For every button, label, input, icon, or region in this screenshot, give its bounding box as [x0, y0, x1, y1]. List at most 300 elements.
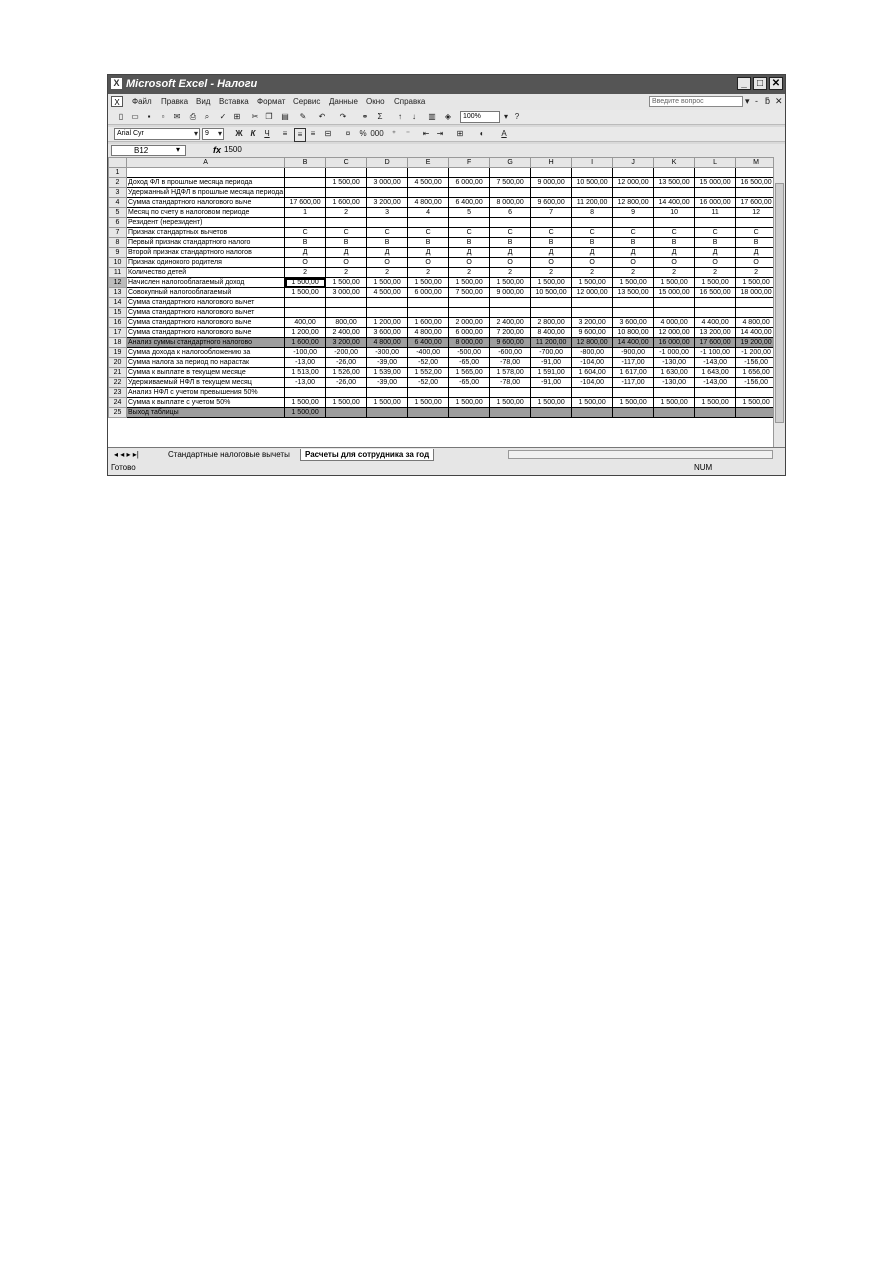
data-cell[interactable]: 6 000,00 [449, 178, 490, 188]
row-label-cell[interactable]: Резидент (нерезидент) [127, 218, 285, 228]
data-cell[interactable]: 10 [654, 208, 695, 218]
data-cell[interactable]: -500,00 [449, 348, 490, 358]
data-cell[interactable]: 1 500,00 [490, 398, 531, 408]
increase-indent-icon[interactable]: ⇥ [436, 129, 444, 138]
data-cell[interactable]: 1 513,00 [285, 368, 326, 378]
spelling-icon[interactable]: ✓ [219, 112, 227, 121]
data-cell[interactable]: 1 500,00 [285, 278, 326, 288]
data-cell[interactable] [531, 308, 572, 318]
data-cell[interactable]: В [326, 238, 367, 248]
data-cell[interactable]: 1 500,00 [695, 278, 736, 288]
doc-minimize-button[interactable]: - [755, 96, 758, 106]
data-cell[interactable]: С [654, 228, 695, 238]
data-cell[interactable]: С [367, 228, 408, 238]
data-cell[interactable]: С [531, 228, 572, 238]
column-header[interactable]: G [490, 158, 531, 168]
data-cell[interactable]: 1 600,00 [326, 198, 367, 208]
data-cell[interactable]: 2 000,00 [449, 318, 490, 328]
data-cell[interactable]: О [449, 258, 490, 268]
data-cell[interactable]: 8 000,00 [449, 338, 490, 348]
data-cell[interactable] [490, 308, 531, 318]
row-label-cell[interactable]: Признак стандартных вычетов [127, 228, 285, 238]
data-cell[interactable] [736, 308, 777, 318]
font-color-icon[interactable]: A [501, 129, 507, 138]
data-cell[interactable]: В [531, 238, 572, 248]
worksheet-grid[interactable] [108, 157, 785, 447]
data-cell[interactable]: 1 500,00 [654, 278, 695, 288]
data-cell[interactable]: -78,00 [490, 358, 531, 368]
data-cell[interactable]: В [572, 238, 613, 248]
data-cell[interactable]: О [408, 258, 449, 268]
row-label-cell[interactable]: Первый признак стандартного налого [127, 238, 285, 248]
column-header[interactable]: L [695, 158, 736, 168]
italic-button[interactable]: К [250, 129, 256, 138]
data-cell[interactable]: С [285, 228, 326, 238]
row-header[interactable]: 11 [109, 268, 127, 278]
data-cell[interactable] [695, 218, 736, 228]
chart-wizard-icon[interactable]: ▥ [428, 112, 436, 121]
data-cell[interactable]: 6 000,00 [408, 288, 449, 298]
data-cell[interactable] [449, 408, 490, 418]
data-cell[interactable]: 2 [285, 268, 326, 278]
row-header[interactable]: 20 [109, 358, 127, 368]
data-cell[interactable]: Д [367, 248, 408, 258]
data-cell[interactable]: -143,00 [695, 358, 736, 368]
data-cell[interactable]: -39,00 [367, 378, 408, 388]
align-left-icon[interactable]: ≡ [282, 129, 288, 138]
font-size-select[interactable]: 9 [202, 128, 224, 140]
data-cell[interactable]: 13 500,00 [654, 178, 695, 188]
data-cell[interactable]: 1 [285, 208, 326, 218]
data-cell[interactable]: Д [695, 248, 736, 258]
data-cell[interactable]: В [408, 238, 449, 248]
data-cell[interactable] [613, 168, 654, 178]
data-cell[interactable]: -52,00 [408, 378, 449, 388]
data-cell[interactable] [285, 168, 326, 178]
data-cell[interactable]: 16 500,00 [736, 178, 777, 188]
data-cell[interactable]: 4 800,00 [408, 198, 449, 208]
data-cell[interactable]: 1 200,00 [367, 318, 408, 328]
data-cell[interactable] [695, 308, 736, 318]
data-cell[interactable] [367, 388, 408, 398]
data-cell[interactable]: 2 [326, 268, 367, 278]
data-cell[interactable]: 14 400,00 [736, 328, 777, 338]
data-cell[interactable]: 1 578,00 [490, 368, 531, 378]
cut-icon[interactable]: ✂ [251, 112, 259, 121]
data-cell[interactable] [695, 408, 736, 418]
bold-button[interactable]: Ж [235, 129, 243, 138]
row-header[interactable]: 6 [109, 218, 127, 228]
row-header[interactable]: 22 [109, 378, 127, 388]
data-cell[interactable]: 9 600,00 [531, 198, 572, 208]
data-cell[interactable]: 2 [695, 268, 736, 278]
data-cell[interactable] [449, 188, 490, 198]
help-icon[interactable]: ? [514, 112, 520, 121]
data-cell[interactable] [490, 408, 531, 418]
data-cell[interactable]: 4 800,00 [408, 328, 449, 338]
data-cell[interactable]: 1 500,00 [326, 398, 367, 408]
print-preview-icon[interactable]: ⌕ [204, 112, 210, 121]
data-cell[interactable]: -13,00 [285, 358, 326, 368]
increase-decimal-icon[interactable]: ⁺ [391, 129, 397, 138]
data-cell[interactable]: 2 800,00 [531, 318, 572, 328]
data-cell[interactable]: 11 [695, 208, 736, 218]
data-cell[interactable] [654, 298, 695, 308]
data-cell[interactable] [572, 218, 613, 228]
data-cell[interactable]: 2 [736, 268, 777, 278]
data-cell[interactable]: Д [613, 248, 654, 258]
data-cell[interactable]: 16 000,00 [654, 338, 695, 348]
data-cell[interactable] [531, 188, 572, 198]
row-label-cell[interactable]: Совокупный налогооблагаемый [127, 288, 285, 298]
data-cell[interactable]: 1 500,00 [736, 398, 777, 408]
column-header[interactable]: E [408, 158, 449, 168]
row-label-cell[interactable]: Анализ суммы стандартного налогово [127, 338, 285, 348]
fill-color-icon[interactable]: ◐ [479, 129, 485, 138]
data-cell[interactable]: -52,00 [408, 358, 449, 368]
data-cell[interactable]: -156,00 [736, 358, 777, 368]
align-center-icon[interactable]: ≡ [294, 128, 306, 142]
data-cell[interactable]: -130,00 [654, 358, 695, 368]
open-icon[interactable]: ▭ [131, 112, 139, 121]
data-cell[interactable]: -1 200,00 [736, 348, 777, 358]
data-cell[interactable]: -91,00 [531, 378, 572, 388]
data-cell[interactable] [490, 388, 531, 398]
data-cell[interactable] [285, 178, 326, 188]
data-cell[interactable]: -39,00 [367, 358, 408, 368]
data-cell[interactable]: О [736, 258, 777, 268]
data-cell[interactable]: 1 643,00 [695, 368, 736, 378]
data-cell[interactable] [490, 298, 531, 308]
maximize-button[interactable]: □ [753, 77, 767, 90]
data-cell[interactable]: Д [408, 248, 449, 258]
data-cell[interactable] [736, 168, 777, 178]
data-cell[interactable]: О [490, 258, 531, 268]
data-cell[interactable]: 1 500,00 [326, 178, 367, 188]
data-cell[interactable]: 4 400,00 [695, 318, 736, 328]
row-header[interactable]: 23 [109, 388, 127, 398]
data-cell[interactable] [449, 308, 490, 318]
data-cell[interactable] [613, 298, 654, 308]
menu-help[interactable]: Справка [394, 97, 426, 106]
align-right-icon[interactable]: ≡ [310, 129, 316, 138]
row-label-cell[interactable]: Сумма стандартного налогового выче [127, 318, 285, 328]
data-cell[interactable] [654, 388, 695, 398]
data-cell[interactable]: 7 500,00 [449, 288, 490, 298]
row-label-cell[interactable]: Анализ НФЛ с учетом превышения 50% [127, 388, 285, 398]
row-header[interactable]: 10 [109, 258, 127, 268]
merge-center-icon[interactable]: ⊟ [324, 129, 332, 138]
data-cell[interactable]: 1 500,00 [613, 398, 654, 408]
data-cell[interactable] [326, 408, 367, 418]
data-cell[interactable]: В [490, 238, 531, 248]
row-header[interactable]: 3 [109, 188, 127, 198]
doc-close-button[interactable]: ✕ [775, 96, 783, 106]
vertical-scrollbar[interactable] [773, 157, 785, 447]
data-cell[interactable]: О [572, 258, 613, 268]
font-dropdown-icon[interactable]: ▾ [193, 129, 198, 138]
data-cell[interactable] [613, 188, 654, 198]
data-cell[interactable]: 1 500,00 [449, 278, 490, 288]
data-cell[interactable]: -600,00 [490, 348, 531, 358]
data-cell[interactable]: 1 604,00 [572, 368, 613, 378]
data-cell[interactable]: 16 000,00 [695, 198, 736, 208]
data-cell[interactable]: 400,00 [285, 318, 326, 328]
data-cell[interactable] [531, 298, 572, 308]
data-cell[interactable]: С [736, 228, 777, 238]
data-cell[interactable]: -65,00 [449, 378, 490, 388]
data-cell[interactable] [367, 308, 408, 318]
data-cell[interactable]: 10 500,00 [572, 178, 613, 188]
data-cell[interactable] [367, 218, 408, 228]
data-cell[interactable]: Д [736, 248, 777, 258]
data-cell[interactable] [736, 218, 777, 228]
data-cell[interactable]: -1 000,00 [654, 348, 695, 358]
data-cell[interactable]: -800,00 [572, 348, 613, 358]
data-cell[interactable]: О [531, 258, 572, 268]
data-cell[interactable] [572, 388, 613, 398]
data-cell[interactable]: 10 500,00 [531, 288, 572, 298]
row-header[interactable]: 13 [109, 288, 127, 298]
data-cell[interactable]: 14 400,00 [613, 338, 654, 348]
row-label-cell[interactable]: Доход ФЛ в прошлые месяца периода [127, 178, 285, 188]
print-icon[interactable]: ⎙ [189, 112, 197, 121]
data-cell[interactable]: 9 000,00 [531, 178, 572, 188]
data-cell[interactable]: 6 400,00 [408, 338, 449, 348]
data-cell[interactable]: О [654, 258, 695, 268]
data-cell[interactable]: 6 000,00 [449, 328, 490, 338]
name-box[interactable]: B12 [111, 145, 186, 156]
row-label-cell[interactable]: Начислен налогооблагаемый доход [127, 278, 285, 288]
data-cell[interactable]: 1 500,00 [285, 408, 326, 418]
row-label-cell[interactable]: Выход таблицы [127, 408, 285, 418]
data-cell[interactable] [408, 388, 449, 398]
column-header[interactable]: B [285, 158, 326, 168]
data-cell[interactable]: 1 565,00 [449, 368, 490, 378]
data-cell[interactable]: 15 000,00 [695, 178, 736, 188]
data-cell[interactable]: 1 500,00 [736, 278, 777, 288]
autosum-icon[interactable]: Σ [377, 112, 383, 121]
help-search-input[interactable]: Введите вопрос [649, 96, 743, 107]
data-cell[interactable]: О [285, 258, 326, 268]
data-cell[interactable]: С [408, 228, 449, 238]
data-cell[interactable]: В [613, 238, 654, 248]
data-cell[interactable] [736, 188, 777, 198]
row-label-cell[interactable]: Сумма к выплате с учетом 50% [127, 398, 285, 408]
data-cell[interactable]: -78,00 [490, 378, 531, 388]
currency-icon[interactable]: ¤ [345, 129, 351, 138]
data-cell[interactable]: -117,00 [613, 358, 654, 368]
data-cell[interactable]: 1 500,00 [326, 278, 367, 288]
data-cell[interactable]: 4 500,00 [408, 178, 449, 188]
data-cell[interactable]: О [695, 258, 736, 268]
data-cell[interactable]: В [736, 238, 777, 248]
column-header[interactable]: M [736, 158, 777, 168]
data-cell[interactable]: 2 [408, 268, 449, 278]
data-cell[interactable] [613, 388, 654, 398]
data-cell[interactable]: 1 500,00 [408, 398, 449, 408]
data-cell[interactable]: -900,00 [613, 348, 654, 358]
data-cell[interactable] [531, 408, 572, 418]
data-cell[interactable]: -104,00 [572, 358, 613, 368]
data-cell[interactable] [285, 218, 326, 228]
data-cell[interactable]: 9 600,00 [490, 338, 531, 348]
data-cell[interactable]: О [326, 258, 367, 268]
data-cell[interactable] [572, 298, 613, 308]
data-cell[interactable]: -300,00 [367, 348, 408, 358]
menu-window[interactable]: Окно [366, 97, 385, 106]
row-label-cell[interactable]: Месяц по счету в налоговом периоде [127, 208, 285, 218]
vertical-scroll-thumb[interactable] [775, 183, 784, 423]
data-cell[interactable]: 13 200,00 [695, 328, 736, 338]
data-cell[interactable]: -100,00 [285, 348, 326, 358]
data-cell[interactable]: 19 200,00 [736, 338, 777, 348]
data-cell[interactable]: 1 500,00 [531, 398, 572, 408]
data-cell[interactable] [695, 188, 736, 198]
data-cell[interactable] [695, 298, 736, 308]
column-header[interactable]: F [449, 158, 490, 168]
data-cell[interactable]: 3 [367, 208, 408, 218]
data-cell[interactable]: -104,00 [572, 378, 613, 388]
data-cell[interactable]: 17 600,00 [285, 198, 326, 208]
data-cell[interactable]: 8 000,00 [490, 198, 531, 208]
data-cell[interactable]: О [367, 258, 408, 268]
data-cell[interactable]: 6 400,00 [449, 198, 490, 208]
data-cell[interactable]: С [695, 228, 736, 238]
data-cell[interactable] [408, 298, 449, 308]
data-cell[interactable] [449, 168, 490, 178]
data-cell[interactable]: 14 400,00 [654, 198, 695, 208]
data-cell[interactable]: -26,00 [326, 378, 367, 388]
data-cell[interactable] [654, 218, 695, 228]
data-cell[interactable]: 1 500,00 [367, 278, 408, 288]
data-cell[interactable]: 3 600,00 [613, 318, 654, 328]
data-cell[interactable]: 1 600,00 [408, 318, 449, 328]
data-cell[interactable]: -117,00 [613, 378, 654, 388]
row-header[interactable]: 1 [109, 168, 127, 178]
row-header[interactable]: 16 [109, 318, 127, 328]
data-cell[interactable] [695, 168, 736, 178]
data-cell[interactable] [367, 168, 408, 178]
data-cell[interactable] [285, 308, 326, 318]
row-label-cell[interactable]: Сумма стандартного налогового вычет [127, 298, 285, 308]
data-cell[interactable]: -156,00 [736, 378, 777, 388]
data-cell[interactable]: -13,00 [285, 378, 326, 388]
column-header[interactable]: I [572, 158, 613, 168]
tab-nav-buttons[interactable]: ◂ ◂ ▸ ▸| [114, 450, 139, 459]
row-header[interactable]: 8 [109, 238, 127, 248]
hyperlink-icon[interactable]: ⚭ [361, 112, 369, 121]
data-cell[interactable] [736, 298, 777, 308]
data-cell[interactable] [654, 308, 695, 318]
data-cell[interactable]: 2 [367, 268, 408, 278]
help-dropdown-icon[interactable]: ▾ [745, 96, 750, 106]
format-painter-icon[interactable]: ✎ [299, 112, 307, 121]
horizontal-scrollbar[interactable] [508, 450, 773, 459]
data-cell[interactable]: 1 500,00 [572, 398, 613, 408]
data-cell[interactable]: 1 526,00 [326, 368, 367, 378]
data-cell[interactable]: 1 500,00 [695, 398, 736, 408]
insert-function-icon[interactable]: fx [213, 145, 222, 155]
redo-icon[interactable]: ↷ [339, 112, 347, 121]
data-cell[interactable]: Д [531, 248, 572, 258]
data-cell[interactable]: Д [449, 248, 490, 258]
data-cell[interactable]: Д [285, 248, 326, 258]
data-cell[interactable]: 17 600,00 [695, 338, 736, 348]
data-cell[interactable]: 2 [654, 268, 695, 278]
row-header[interactable]: 5 [109, 208, 127, 218]
percent-button[interactable]: % [359, 129, 367, 138]
data-cell[interactable]: 1 500,00 [285, 288, 326, 298]
data-cell[interactable] [285, 298, 326, 308]
data-cell[interactable]: 15 000,00 [654, 288, 695, 298]
row-label-cell[interactable]: Признак одинокого родителя [127, 258, 285, 268]
formula-input[interactable]: 1500 [224, 145, 242, 154]
data-cell[interactable]: С [449, 228, 490, 238]
data-cell[interactable]: 4 800,00 [367, 338, 408, 348]
data-cell[interactable]: 1 539,00 [367, 368, 408, 378]
data-cell[interactable]: С [613, 228, 654, 238]
doc-restore-button[interactable]: ƃ [765, 96, 771, 106]
menu-insert[interactable]: Вставка [219, 97, 249, 106]
menu-data[interactable]: Данные [329, 97, 358, 106]
row-label-cell[interactable]: Сумма стандартного налогового выче [127, 328, 285, 338]
data-cell[interactable]: 6 [490, 208, 531, 218]
data-cell[interactable]: -200,00 [326, 348, 367, 358]
underline-button[interactable]: Ч [264, 129, 270, 138]
row-label-cell[interactable]: Сумма налога за период по нарастак [127, 358, 285, 368]
data-cell[interactable]: 1 500,00 [449, 398, 490, 408]
data-cell[interactable]: 16 500,00 [695, 288, 736, 298]
data-cell[interactable]: 1 500,00 [285, 398, 326, 408]
name-box-dropdown-icon[interactable]: ▾ [176, 145, 181, 154]
data-cell[interactable]: 12 000,00 [654, 328, 695, 338]
data-cell[interactable]: 8 [572, 208, 613, 218]
copy-icon[interactable]: ❐ [265, 112, 273, 121]
row-header[interactable]: 18 [109, 338, 127, 348]
data-cell[interactable]: В [695, 238, 736, 248]
row-header[interactable]: 15 [109, 308, 127, 318]
data-cell[interactable]: В [449, 238, 490, 248]
data-cell[interactable] [408, 168, 449, 178]
data-cell[interactable] [736, 388, 777, 398]
data-cell[interactable]: 1 656,00 [736, 368, 777, 378]
menu-file[interactable]: Файл [132, 97, 152, 106]
data-cell[interactable]: 3 000,00 [367, 178, 408, 188]
data-cell[interactable]: 1 500,00 [408, 278, 449, 288]
data-cell[interactable]: -400,00 [408, 348, 449, 358]
permission-icon[interactable]: ▫ [161, 112, 165, 121]
data-cell[interactable]: 1 200,00 [285, 328, 326, 338]
data-cell[interactable]: 1 500,00 [490, 278, 531, 288]
font-select[interactable]: Arial Cyr [114, 128, 200, 140]
data-cell[interactable] [531, 388, 572, 398]
tab-annual-calculations[interactable]: Расчеты для сотрудника за год [300, 449, 434, 461]
data-cell[interactable]: 9 600,00 [572, 328, 613, 338]
data-cell[interactable] [449, 298, 490, 308]
decrease-decimal-icon[interactable]: ⁻ [405, 129, 411, 138]
data-cell[interactable] [449, 388, 490, 398]
menu-format[interactable]: Формат [257, 97, 286, 106]
decrease-indent-icon[interactable]: ⇤ [422, 129, 430, 138]
data-cell[interactable]: -91,00 [531, 358, 572, 368]
menu-view[interactable]: Вид [196, 97, 211, 106]
data-cell[interactable]: 2 [326, 208, 367, 218]
data-cell[interactable]: С [490, 228, 531, 238]
data-cell[interactable] [367, 188, 408, 198]
data-cell[interactable]: 2 [613, 268, 654, 278]
data-cell[interactable]: 12 000,00 [613, 178, 654, 188]
